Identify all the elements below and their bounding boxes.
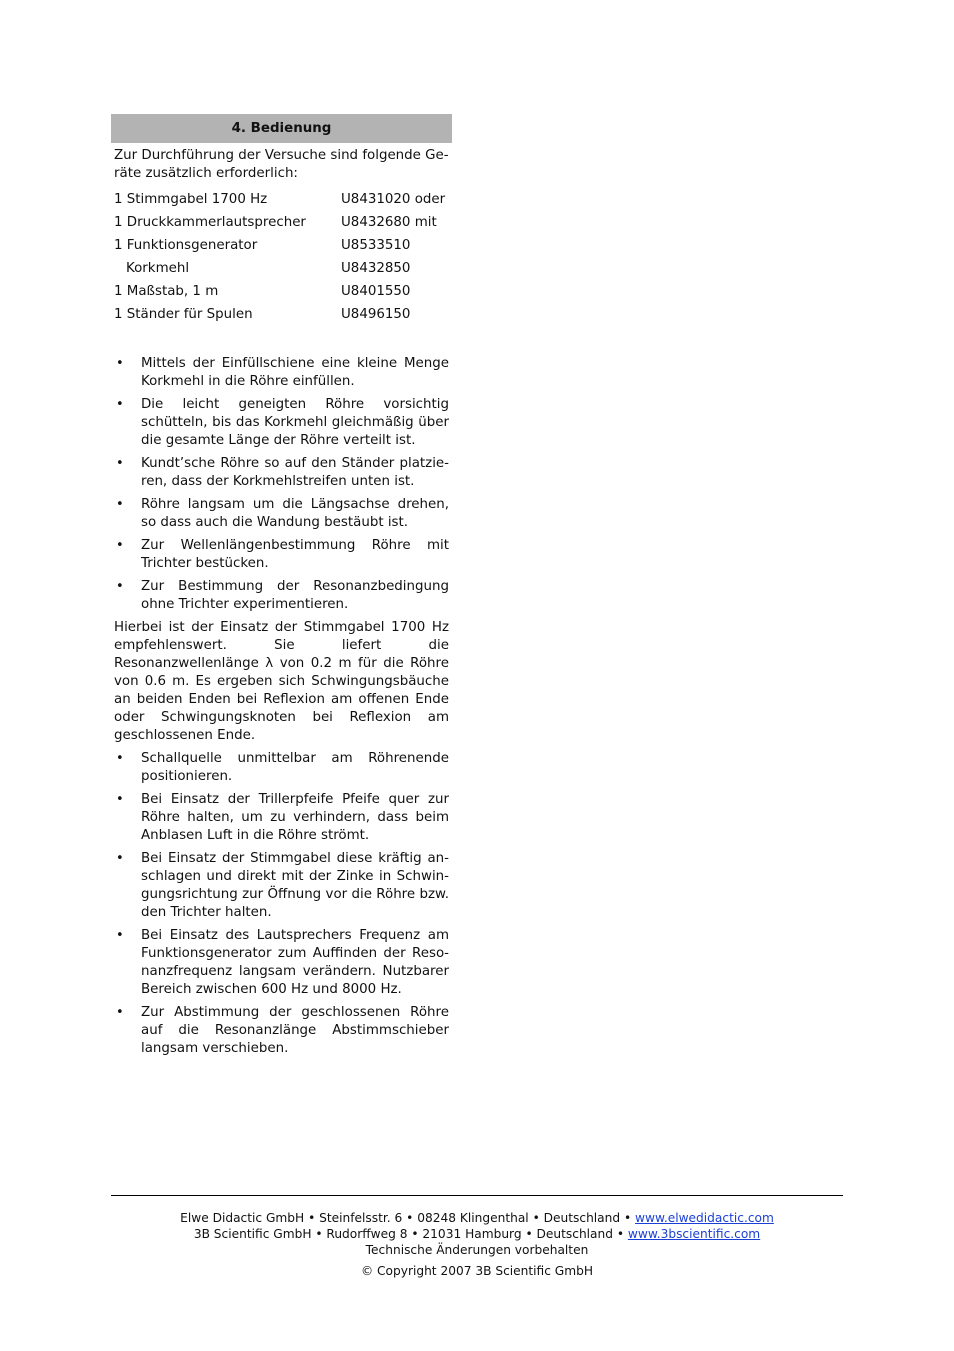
- list-item: [114, 496, 449, 532]
- footer-line-elwe: [111, 1210, 843, 1226]
- equipment-name: Korkmehl: [126, 261, 190, 276]
- equipment-code: U8432680 mit: [341, 215, 437, 230]
- procedure-list-b: [111, 750, 452, 1058]
- equipment-row: [111, 257, 452, 280]
- operation-column: [111, 114, 452, 1063]
- elwedidactic-link[interactable]: www.elwedidactic.com: [635, 1211, 774, 1225]
- list-item: [114, 1004, 449, 1058]
- bullet-icon: •: [116, 928, 124, 943]
- footer-line-3b: [111, 1226, 843, 1242]
- list-item: [114, 537, 449, 573]
- footer-copyright: © Copyright 2007 3B Scientific GmbH: [360, 1264, 594, 1278]
- footer-divider: [111, 1195, 843, 1196]
- equipment-code: U8431020 oder: [341, 192, 446, 207]
- intro-text: Zur Durchführung der Versuche sind folgende Geräte zusätzlich erforderlich:: [114, 148, 449, 181]
- footer-address-elwe: Elwe Didactic GmbH • Steinfelsstr. 6 • 08248 Klingenthal • Deutschland •: [180, 1211, 636, 1225]
- equipment-name: 1 Funktionsgenerator: [114, 238, 258, 253]
- list-item-text: Zur Bestimmung der Resonanzbedingung ohne Trichter experimentieren.: [141, 579, 449, 612]
- list-item-text: Bei Einsatz des Lautsprechers Frequenz am Funktionsgenerator zum Auffinden der Resonanzfrequenz langsam verändern. Nutzbarer Bereich zwischen 600 Hz und 8000 Hz.: [141, 928, 449, 997]
- section-heading: 4. Bedienung: [111, 114, 452, 143]
- list-item: [114, 791, 449, 845]
- footer-address-3b: 3B Scientific GmbH • Rudorffweg 8 • 21031 Hamburg • Deutschland •: [193, 1227, 628, 1241]
- list-item: [114, 355, 449, 391]
- list-item: [114, 455, 449, 491]
- page-footer: [111, 1210, 843, 1279]
- equipment-row: [111, 234, 452, 257]
- list-item: [114, 927, 449, 999]
- equipment-code: U8533510: [341, 238, 411, 253]
- list-item-text: Bei Einsatz der Stimmgabel diese kräftig anschlagen und direkt mit der Zinke in Schwingungsrichtung zur Öffnung vor die Röhre bzw. den Trichter halten.: [141, 851, 449, 920]
- equipment-row: [111, 211, 452, 234]
- equipment-name: 1 Maßstab, 1 m: [114, 284, 219, 299]
- footer-disclaimer: Technische Änderungen vorbehalten: [365, 1243, 589, 1257]
- equipment-row: [111, 303, 452, 326]
- equipment-code: U8432850: [341, 261, 411, 276]
- list-item-text: Die leicht geneigten Röhre vorsichtig schütteln, bis das Korkmehl gleichmäßig über die gesamte Länge der Röhre verteilt ist.: [141, 397, 449, 448]
- equipment-name: 1 Ständer für Spulen: [114, 307, 253, 322]
- equipment-code: U8496150: [341, 307, 411, 322]
- list-item-text: Röhre langsam um die Längsachse drehen, so dass auch die Wandung bestäubt ist.: [141, 497, 449, 530]
- bullet-icon: •: [116, 538, 124, 553]
- procedure-list-a: [111, 355, 452, 614]
- bullet-icon: •: [116, 851, 124, 866]
- 3bscientific-link[interactable]: www.3bscientific.com: [627, 1227, 761, 1241]
- list-item-text: Kundt’sche Röhre so auf den Ständer platzieren, dass der Korkmehlstreifen unten ist.: [141, 456, 449, 489]
- equipment-name: 1 Druckkammerlautsprecher: [114, 215, 306, 230]
- bullet-icon: •: [116, 751, 124, 766]
- bullet-icon: •: [116, 356, 124, 371]
- bullet-icon: •: [116, 579, 124, 594]
- list-item-text: Schallquelle unmittelbar am Röhrenende positionieren.: [141, 751, 449, 784]
- equipment-list: [111, 188, 452, 326]
- equipment-row: [111, 188, 452, 211]
- list-item: [114, 578, 449, 614]
- list-item: [114, 850, 449, 922]
- bullet-icon: •: [116, 456, 124, 471]
- bullet-icon: •: [116, 792, 124, 807]
- list-item-text: Zur Wellenlängenbestimmung Röhre mit Trichter bestücken.: [141, 538, 449, 571]
- equipment-row: [111, 280, 452, 303]
- list-item-text: Mittels der Einfüllschiene eine kleine Menge Korkmehl in die Röhre einfüllen.: [141, 356, 449, 389]
- list-item-text: Bei Einsatz der Trillerpfeife Pfeife quer zur Röhre halten, um zu verhindern, dass beim Anblasen Luft in die Röhre strömt.: [141, 792, 449, 843]
- bullet-icon: •: [116, 397, 124, 412]
- resonance-paragraph: Hierbei ist der Einsatz der Stimmgabel 1700 Hz empfehlenswert. Sie liefert die Resonanzwellenlänge λ von 0.2 m für die Röhre von 0.6 m. Es ergeben sich Schwingungsbäuche an beiden Enden bei Reflexion am offenen Ende oder Schwingungsknoten bei Reflexion am geschlossenen Ende.: [114, 620, 449, 743]
- list-item: [114, 750, 449, 786]
- equipment-code: U8401550: [341, 284, 411, 299]
- bullet-icon: •: [116, 497, 124, 512]
- bullet-icon: •: [116, 1005, 124, 1020]
- list-item: [114, 396, 449, 450]
- list-item-text: Zur Abstimmung der geschlossenen Röhre auf die Resonanzlänge Abstimmschieber langsam verschieben.: [141, 1005, 449, 1056]
- equipment-name: 1 Stimmgabel 1700 Hz: [114, 192, 268, 207]
